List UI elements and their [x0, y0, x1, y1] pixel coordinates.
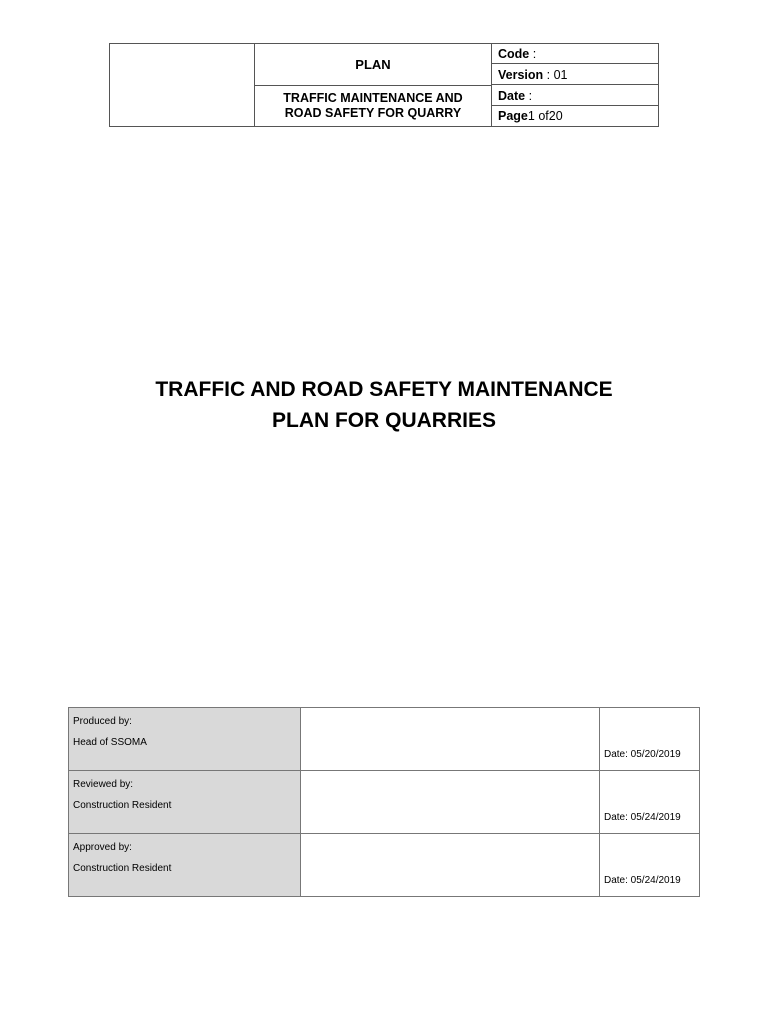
approval-date: Date: 05/24/2019: [604, 812, 681, 823]
document-short-title-cell: [255, 86, 492, 126]
approval-date: Date: 05/20/2019: [604, 749, 681, 760]
approval-role-cell: [69, 771, 301, 833]
document-main-title: [84, 374, 684, 436]
signature-cell: [302, 708, 600, 770]
logo-cell: [110, 44, 255, 126]
code-separator: :: [529, 47, 537, 61]
approval-date-cell: [600, 834, 699, 896]
version-label: Version: [498, 68, 544, 82]
date-label: Date: [498, 89, 526, 103]
code-row: [492, 44, 658, 64]
document-type: PLAN: [355, 57, 391, 72]
signature-cell: [302, 834, 600, 896]
date-row: [492, 86, 658, 106]
approval-date-cell: [600, 708, 699, 770]
approval-role-name: Construction Resident: [73, 863, 172, 874]
code-label: Code: [498, 47, 530, 61]
page-number-row: [492, 106, 658, 126]
approval-role-heading: Approved by:: [73, 842, 132, 853]
date-separator: :: [525, 89, 533, 103]
approval-date-cell: [600, 771, 699, 833]
approval-role-cell: [69, 708, 301, 770]
page-number-value: 1 of20: [527, 109, 563, 123]
page-label: Page: [498, 109, 528, 123]
approval-role-cell: [69, 834, 301, 896]
approval-role-name: Construction Resident: [73, 800, 172, 811]
document-header-table: [109, 43, 659, 127]
version-row: [492, 65, 658, 85]
main-title-line1: TRAFFIC AND ROAD SAFETY MAINTENANCE: [155, 378, 613, 401]
document-short-title-line2: ROAD SAFETY FOR QUARRY: [284, 106, 462, 120]
document-short-title-line1: TRAFFIC MAINTENANCE AND: [283, 91, 463, 105]
approval-role-heading: Reviewed by:: [73, 779, 134, 790]
document-type-cell: [255, 44, 492, 86]
signature-cell: [302, 771, 600, 833]
approval-role-heading: Produced by:: [73, 716, 132, 727]
approval-row-approved: [69, 834, 699, 896]
approval-row-produced: [69, 708, 699, 771]
version-value: : 01: [543, 68, 568, 82]
approval-role-name: Head of SSOMA: [73, 737, 147, 748]
main-title-line2: PLAN FOR QUARRIES: [271, 409, 496, 432]
approval-row-reviewed: [69, 771, 699, 834]
approval-table: [68, 707, 700, 897]
approval-date: Date: 05/24/2019: [604, 875, 681, 886]
